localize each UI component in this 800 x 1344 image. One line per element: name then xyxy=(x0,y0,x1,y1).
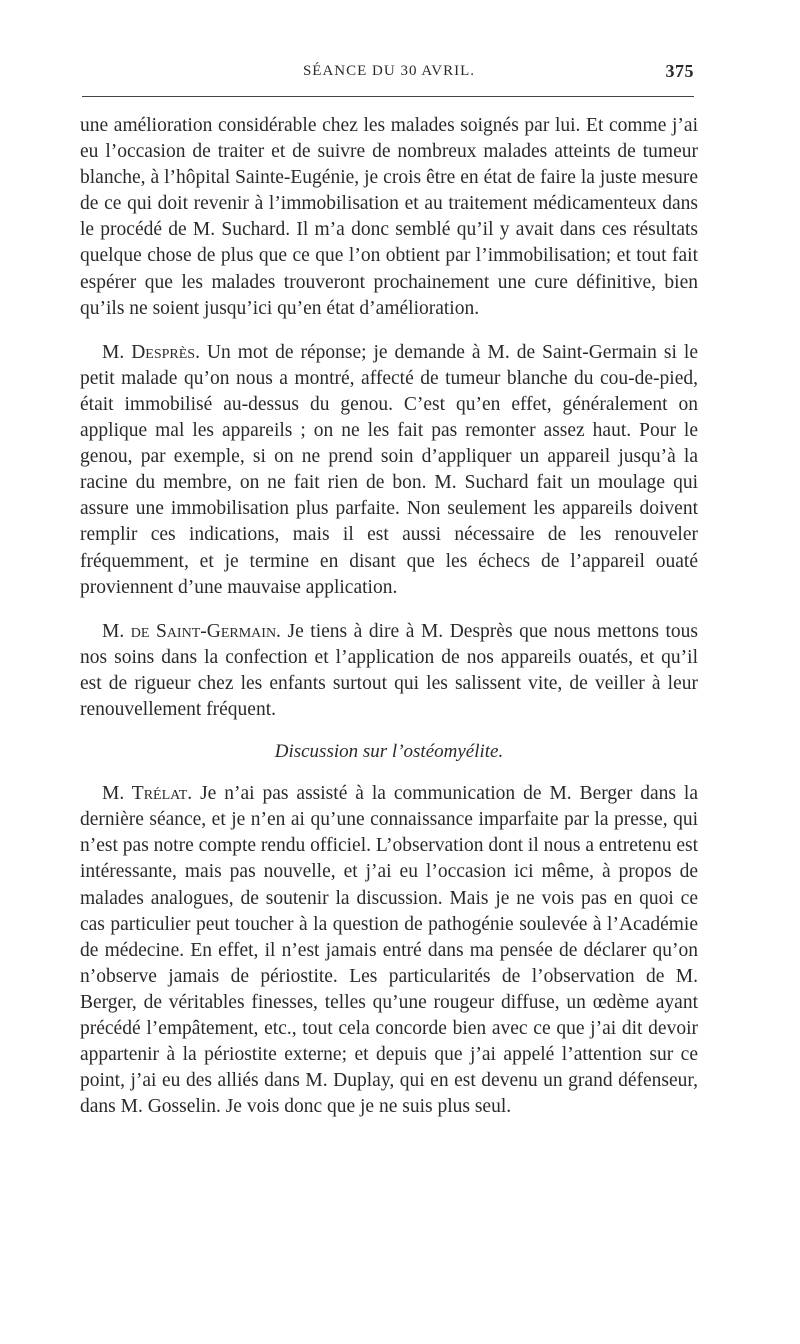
header-rule xyxy=(82,96,694,97)
paragraph-continuation: une amélioration considérable chez les malades soignés par lui. Et comme j’ai eu l’occasion de traiter et de suivre de nombreux malades atteints de tumeur blanche, à l’hôpital Sainte-Eugénie, je crois être en état de faire la juste mesure de ce qui doit revenir à l’immobilisation et au traitement médicamenteux dans le procédé de M. Suchard. Il m’a donc semblé qu’il y avait dans ces résultats quelque chose de plus que ce que l’on obtient par l’immobilisation; et tout fait espérer que les malades trouveront prochainement une cure définitive, bien qu’ils ne soient jusqu’ici qu’en état d’amélioration. xyxy=(80,115,698,319)
speaker-name: M. Desprès. xyxy=(102,341,200,363)
paragraph-gap xyxy=(80,322,698,340)
book-page xyxy=(80,58,698,1118)
paragraph-saint-germain xyxy=(80,619,698,723)
page-header xyxy=(80,58,698,88)
paragraph-despres xyxy=(80,340,698,601)
body-text xyxy=(80,113,698,1120)
section-heading: Discussion sur l’ostéomyélite. xyxy=(274,741,504,763)
page-number: 375 xyxy=(665,61,694,81)
paragraph-trelat xyxy=(80,781,698,1120)
paragraph-text: Je tiens à dire à M. Desprès que nous mettons tous nos soins dans la confection et l’application de nos appareils ouatés, et qu’il est de rigueur chez les enfants surtout qui les salissent vite, de veiller à leur renouvellement fréquent. xyxy=(80,620,698,720)
speaker-name: M. Trélat. xyxy=(102,783,193,805)
running-title: SÉANCE DU 30 AVRIL. xyxy=(302,63,476,79)
speaker-name: M. de Saint-Germain. xyxy=(102,620,281,642)
paragraph-gap xyxy=(80,601,698,619)
paragraph-text: Un mot de réponse; je demande à M. de Saint-Germain si le petit malade qu’on nous a montré, affecté de tumeur blanche du cou-de-pied, était immobilisé au-dessus du genou. C’est qu’en effet, généralement on applique mal les appareils ; on ne les fait pas remonter assez haut. Pour le genou, par exemple, si on ne prend soin d’appliquer un appareil jusqu’à la racine du membre, on ne fait rien de bon. M. Suchard fait un moulage qui assure une immobilisation plus parfaite. Non seulement les appareils doivent remplir ces indications, mais il est aussi nécessaire de les renouveler fréquemment, et je termine en disant que les échecs de l’appareil ouaté proviennent d’une mauvaise application. xyxy=(80,341,698,598)
paragraph-text: Je n’ai pas assisté à la communication de M. Berger dans la dernière séance, et je n’en ai qu’une connaissance imparfaite par la presse, qui n’est pas notre compte rendu officiel. L’observation dont il nous a entretenu est intéressante, mais pas nouvelle, et j’ai eu l’occasion ici même, à propos de malades analogues, de soutenir la discussion. Mais je ne vois pas en quoi ce cas particulier peut toucher à la question de pathogénie soulevée à l’Académie de médecine. En effet, il n’est jamais entré dans ma pensée de déclarer qu’on n’observe jamais de périostite. Les particularités de l’observation de M. Berger, de véritables finesses, telles qu’une rougeur diffuse, un œdème ayant précédé l’empâtement, etc., tout cela concorde bien avec ce que j’ai dit devoir appartenir à la périostite externe; et depuis que j’ai appelé l’attention sur ce point, j’ai eu des alliés dans M. Duplay, qui en est devenu un grand défenseur, dans M. Gosselin. Je vois donc que je ne suis plus seul. xyxy=(80,783,698,1118)
